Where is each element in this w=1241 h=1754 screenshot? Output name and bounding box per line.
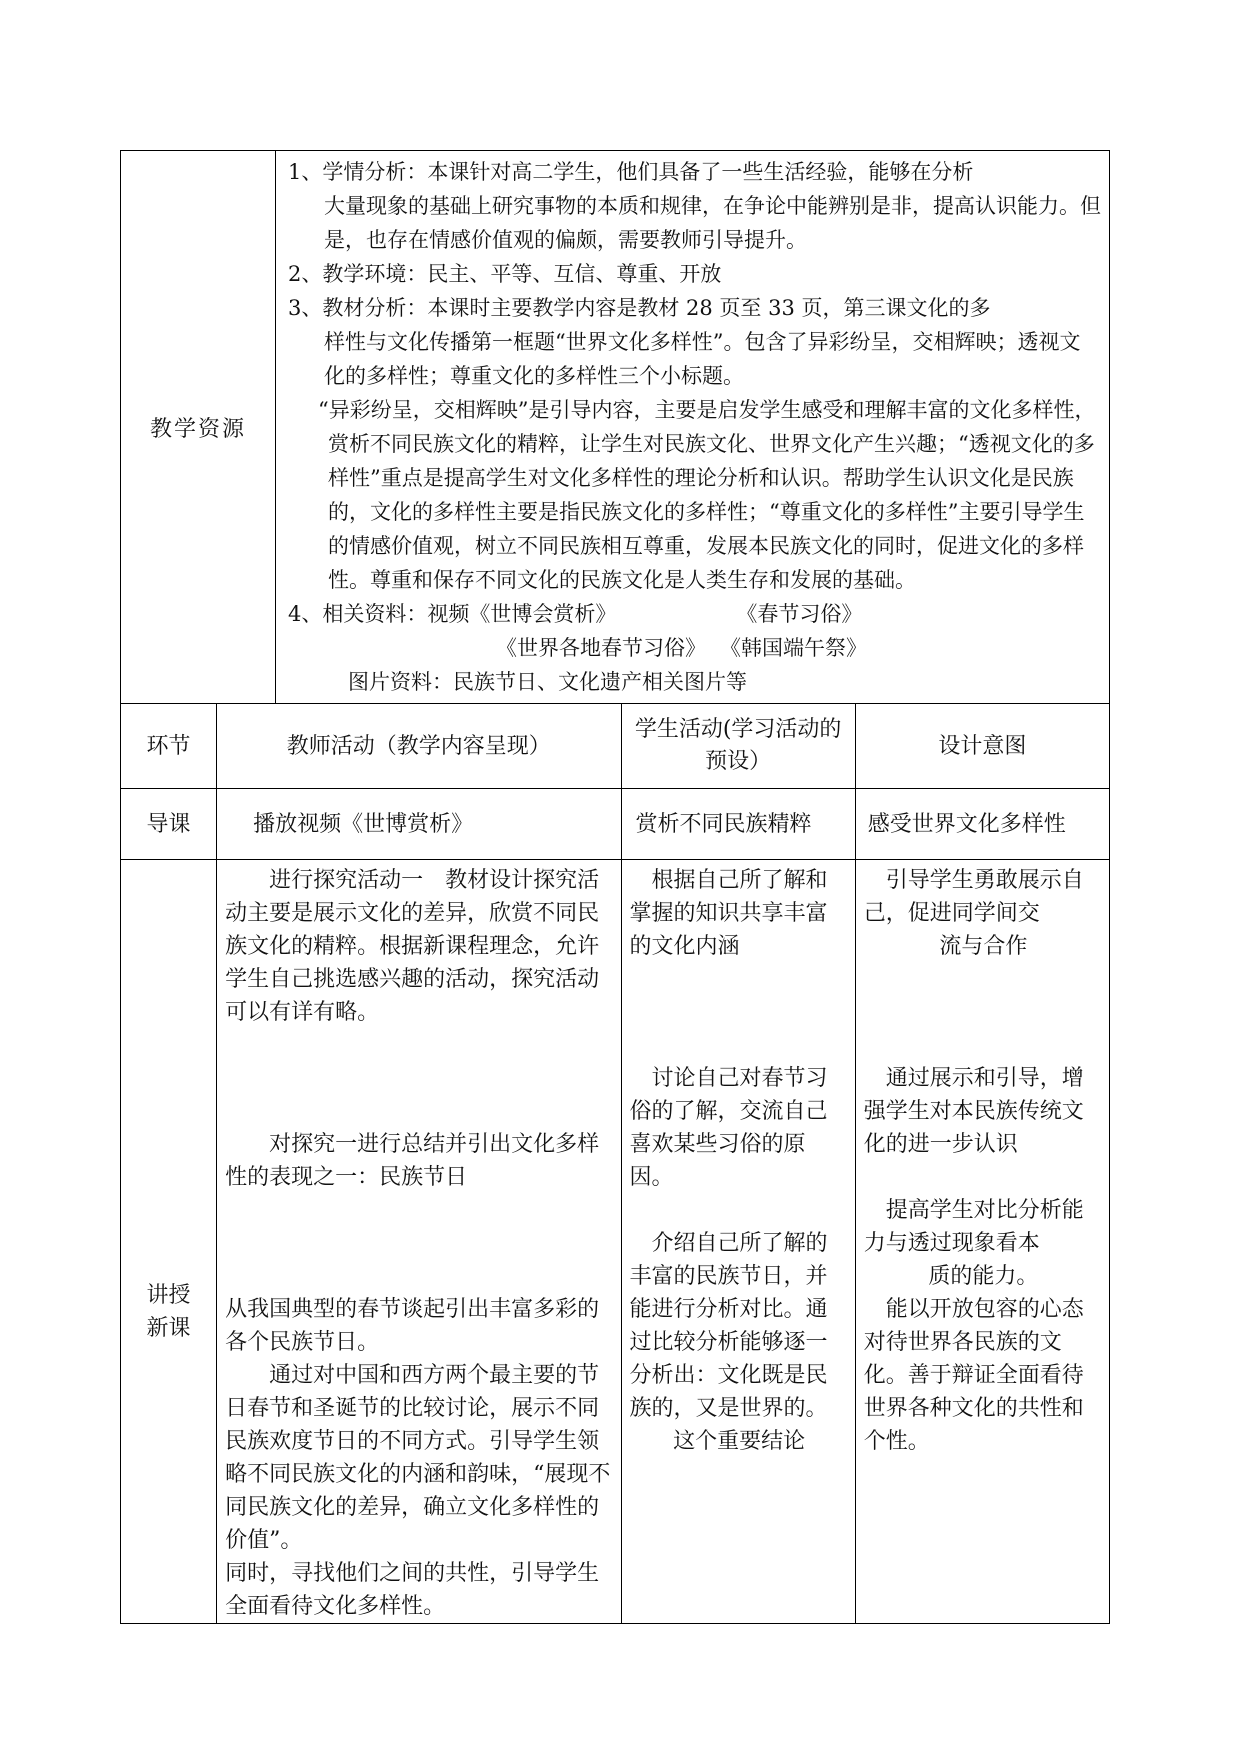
reference-video-expo: 4、相关资料：视频《世博会赏析》	[288, 602, 617, 626]
table-row-new-lesson	[121, 860, 1110, 1624]
intent-paragraph: 提高学生对比分析能力与透过现象看本	[863, 1198, 1084, 1256]
teacher-paragraph: 同时，寻找他们之间的共性，引导学生全面看待文化多样性。	[225, 1561, 600, 1619]
student-paragraph: 介绍自己所了解的丰富的民族节日，并能进行分析对比。通过比较分析能够逐一分析出：文化既是民族的，又是世界的。	[629, 1231, 828, 1421]
intro-student: 赏析不同民族精粹	[621, 789, 855, 860]
main-student-activity	[621, 860, 855, 1624]
intro-intent: 感受世界文化多样性	[855, 789, 1109, 860]
header-stage: 环节	[121, 704, 217, 789]
student-paragraph: 根据自己所了解和掌握的知识共享丰富的文化内涵	[629, 868, 828, 959]
intent-paragraph: 通过展示和引导，增强学生对本民族传统文化的进一步认识	[863, 1066, 1084, 1157]
resources-label: 教学资源	[121, 151, 276, 704]
main-stage: 讲授 新课	[121, 860, 217, 1624]
teacher-paragraph: 通过对中国和西方两个最主要的节日春节和圣诞节的比较讨论，展示不同民族欢度节日的不同方式。引导学生领略不同民族文化的内涵和韵味，“展现不同民族文化的差异，确立文化多样性的价值”。	[225, 1363, 611, 1553]
student-paragraph: 讨论自己对春节习俗的了解，交流自己喜欢某些习俗的原因。	[629, 1066, 828, 1190]
header-design-intent: 设计意图	[855, 704, 1109, 789]
reference-pictures: 图片资料：民族节日、文化遗产相关图片等	[348, 670, 747, 694]
intent-paragraph: 流与合作	[939, 934, 1028, 959]
lesson-plan-table	[120, 703, 1110, 1624]
teacher-paragraph: 从我国典型的春节谈起引出丰富多彩的各个民族节日。	[225, 1297, 600, 1355]
reference-world-spring-festival: 《世界各地春节习俗》	[496, 636, 706, 660]
intro-stage: 导课	[121, 789, 217, 860]
intro-teacher: 播放视频《世博赏析》	[217, 789, 621, 860]
teacher-paragraph: 进行探究活动一 教材设计探究活动主要是展示文化的差异，欣赏不同民族文化的精粹。根据新课程理念，允许学生自己挑选感兴趣的活动，探究活动可以有详有略。	[225, 868, 600, 1025]
resource-item-student-analysis: 1、学情分析：本课针对高二学生，他们具备了一些生活经验，能够在分析 大量现象的基础上研究事物的本质和规律，在争论中能辨别是非，提高认识能力。但是，也存在情感价值观的偏颇，需要教师引导提升。	[288, 160, 1101, 252]
header-row	[121, 704, 1110, 789]
main-teacher-activity	[217, 860, 621, 1624]
resource-paragraph: “异彩纷呈，交相辉映”是引导内容，主要是启发学生感受和理解丰富的文化多样性，赏析不同民族文化的精粹，让学生对民族文化、世界文化产生兴趣；“透视文化的多样性”重点是提高学生对文化多样性的理论分析和认识。帮助学生认识文化是民族的，文化的多样性主要是指民族文化的多样性；“尊重文化的多样性”主要引导学生的情感价值观，树立不同民族相互尊重，发展本民族文化的同时，促进文化的多样性。尊重和保存不同文化的民族文化是人类生存和发展的基础。	[318, 398, 1096, 592]
teaching-resources-table	[120, 150, 1110, 704]
main-design-intent	[855, 860, 1109, 1624]
resource-item-environment: 2、教学环境：民主、平等、互信、尊重、开放	[288, 262, 722, 286]
intent-paragraph: 质的能力。	[928, 1264, 1039, 1289]
teacher-paragraph: 对探究一进行总结并引出文化多样性的表现之一：民族节日	[225, 1132, 600, 1190]
header-student-activity: 学生活动(学习活动的预设）	[621, 704, 855, 789]
resources-content	[276, 151, 1110, 704]
student-paragraph: 这个重要结论	[673, 1429, 806, 1454]
resource-item-references	[288, 597, 1101, 699]
intent-paragraph: 引导学生勇敢展示自己，促进同学间交	[863, 868, 1084, 926]
resource-item-textbook-analysis: 3、教材分析：本课时主要教学内容是教材 28 页至 33 页，第三课文化的多 样性与文化传播第一框题“世界文化多样性”。包含了异彩纷呈，交相辉映；透视文化的多样性；尊重文化的多样性三个小标题。	[288, 296, 1081, 388]
header-teacher-activity: 教师活动（教学内容呈现）	[217, 704, 621, 789]
reference-korea-dano: 《韩国端午祭》	[720, 636, 867, 660]
reference-spring-festival: 《春节习俗》	[736, 602, 863, 626]
table-row-intro	[121, 789, 1110, 860]
intent-paragraph: 能以开放包容的心态对待世界各民族的文化。善于辩证全面看待世界各种文化的共性和个性。	[863, 1297, 1084, 1454]
